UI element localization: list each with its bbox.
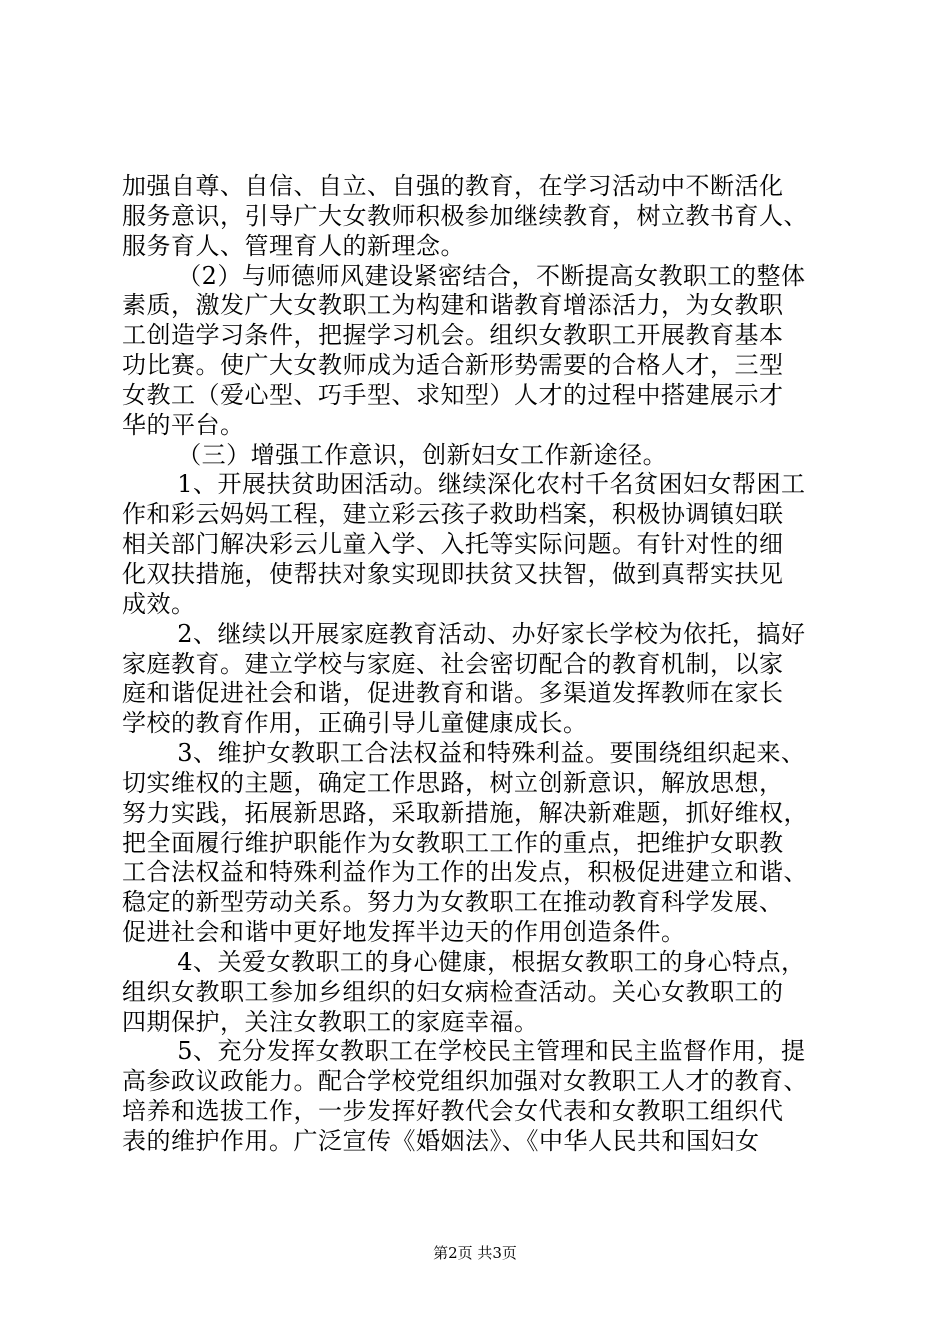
text-line: 努力实践，拓展新思路，采取新措施，解决新难题，抓好维权， [122,798,808,827]
text-line: 4、关爱女教职工的身心健康，根据女教职工的身心特点， [177,947,806,976]
text-line: 切实维权的主题，确定工作思路，树立创新意识，解放思想， [122,768,784,797]
text-line: 四期保护，关注女教职工的家庭幸福。 [122,1007,539,1036]
text-line: 女教工（爱心型、巧手型、求知型）人才的过程中搭建展示才 [122,380,784,409]
text-line: 化双扶措施，使帮扶对象实现即扶贫又扶智，做到真帮实扶见 [122,559,784,588]
text-line: 成效。 [122,589,196,618]
text-line: 组织女教职工参加乡组织的妇女病检查活动。关心女教职工的 [122,977,784,1006]
text-line: 表的维护作用。广泛宣传《婚姻法》、《中华人民共和国妇女 [122,1127,760,1155]
text-line: 高参政议政能力。配合学校党组织加强对女教职工人才的教育、 [122,1067,808,1096]
text-line: 促进社会和谐中更好地发挥半边天的作用创造条件。 [122,918,686,947]
text-line: （2）与师德师风建设紧密结合，不断提高女教职工的整体 [177,261,806,290]
text-line: 培养和选拔工作，一步发挥好教代会女代表和女教职工组织代 [122,1097,784,1126]
page-footer: 第2页 共3页 [433,1244,517,1262]
text-line: 工创造学习条件，把握学习机会。组织女教职工开展教育基本 [122,321,784,350]
text-line: 家庭教育。建立学校与家庭、社会密切配合的教育机制，以家 [122,649,784,678]
text-line: （三）增强工作意识，创新妇女工作新途径。 [177,440,668,469]
text-line: 相关部门解决彩云儿童入学、入托等实际问题。有针对性的细 [122,530,784,559]
text-line: 作和彩云妈妈工程，建立彩云孩子救助档案，积极协调镇妇联 [122,500,784,529]
text-line: 功比赛。使广大女教师成为适合新形势需要的合格人才，三型 [122,351,784,380]
text-line: 3、维护女教职工合法权益和特殊利益。要围绕组织起来、 [177,739,806,768]
text-line: 服务育人、管理育人的新理念。 [122,231,465,260]
text-line: 华的平台。 [122,410,245,439]
text-line: 加强自尊、自信、自立、自强的教育，在学习活动中不断活化 [122,172,784,200]
document-body [122,172,842,1157]
text-line: 把全面履行维护职能作为女教职工工作的重点，把维护女职教 [122,828,784,857]
text-line: 稳定的新型劳动关系。努力为女教职工在推动教育科学发展、 [122,888,784,917]
text-line: 2、继续以开展家庭教育活动、办好家长学校为依托，搞好 [177,619,806,648]
text-line: 工合法权益和特殊利益作为工作的出发点，积极促进建立和谐、 [122,858,808,887]
text-line: 素质，激发广大女教职工为构建和谐教育增添活力，为女教职 [122,291,784,320]
text-line: 5、充分发挥女教职工在学校民主管理和民主监督作用，提 [177,1037,806,1066]
text-line: 学校的教育作用，正确引导儿童健康成长。 [122,709,588,738]
text-line: 服务意识，引导广大女教师积极参加继续教育，树立教书育人、 [122,201,808,230]
text-line: 庭和谐促进社会和谐，促进教育和谐。多渠道发挥教师在家长 [122,679,784,708]
text-line: 1、开展扶贫助困活动。继续深化农村千名贫困妇女帮困工 [177,470,806,499]
